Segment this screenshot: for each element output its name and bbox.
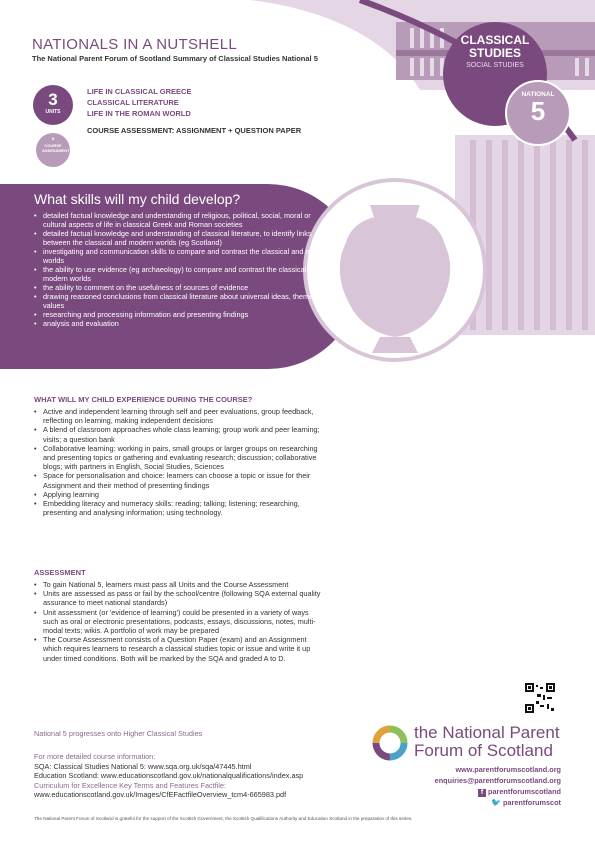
parent-forum-logo-text <box>414 724 560 760</box>
assessment-plus: + <box>51 137 55 143</box>
experience-item: • A blend of classroom approaches whole class learning; group work and peer learning; visits; a question bank <box>34 425 324 443</box>
unit-item: LIFE IN THE ROMAN WORLD <box>87 109 191 118</box>
assessment-badge <box>36 133 70 167</box>
skill-item: • analysis and evaluation <box>34 319 334 328</box>
page-subtitle: The National Parent Forum of Scotland Summary of Classical Studies National 5 <box>32 54 318 63</box>
experience-item: • Embedding literacy and numeracy skills: reading; talking; listening; researching, presenting and analysing information; using technology. <box>34 499 324 517</box>
course-assessment: COURSE ASSESSMENT: ASSIGNMENT + QUESTION PAPER <box>87 126 302 135</box>
facebook-handle: parentforumscotland <box>488 787 561 796</box>
level-number: 5 <box>530 96 546 126</box>
subject-badge-sub: SOCIAL STUDIES <box>466 62 524 69</box>
twitter-icon: 🐦 <box>491 798 502 807</box>
email-link[interactable]: enquiries@parentforumscotland.org <box>434 776 561 785</box>
assessment-badge-label: COURSE ASSESSMENT <box>42 143 70 153</box>
assessment-list <box>34 580 324 663</box>
skill-item: • the ability to use evidence (eg archaeology) to compare and contrast the classical and modern worlds <box>34 265 334 283</box>
parent-forum-logo-icon <box>372 725 408 761</box>
progression-text: National 5 progresses onto Higher Classical Studies <box>34 729 203 738</box>
level-label: NATIONAL <box>521 91 555 98</box>
skill-item: • detailed factual knowledge and understanding of classical literature, to identify links between the classical and modern worlds (eg Scotland) <box>34 229 334 247</box>
assessment-item: • Unit assessment (or 'evidence of learning') could be presented in a variety of ways such as oral or electronic presentations, podcasts, essays, discussions, notes, multi-modal texts; wikis. A portfolio of work may be prepared <box>34 608 324 636</box>
experience-item: • Applying learning <box>34 490 324 499</box>
education-scotland-link[interactable]: Education Scotland: www.educationscotland.gov.uk/nationalqualifications/index.asp <box>34 771 304 780</box>
qr-code-icon[interactable] <box>525 683 555 713</box>
footer-text: The National Parent Forum of Scotland is grateful for the support of the Scottish Government, the Scottish Qualifications Authority and Education Scotland in the preparation of this series. <box>34 816 413 821</box>
skill-item: • drawing reasoned conclusions from classical literature about universal ideas, themes or values <box>34 292 334 310</box>
units-count-label: UNITS <box>45 109 61 115</box>
info-heading: For more detailed course information: <box>34 752 156 761</box>
skill-item: • investigating and communication skills to compare and contrast the classical and modern worlds <box>34 247 334 265</box>
assessment-item: • Units are assessed as pass or fail by the school/centre (following SQA external quality assurance to meet national standards) <box>34 589 324 607</box>
assessment-heading: ASSESSMENT <box>34 568 86 577</box>
experience-item: • Active and independent learning through self and peer evaluations, group feedback, reflecting on learning, making independent decisions <box>34 407 324 425</box>
sqa-link[interactable]: SQA: Classical Studies National 5: www.sqa.org.uk/sqa/47445.html <box>34 761 252 771</box>
unit-item: CLASSICAL LITERATURE <box>87 98 179 107</box>
facebook-link[interactable] <box>435 786 561 797</box>
subject-badge-title: CLASSICAL STUDIES <box>460 33 530 60</box>
units-badge <box>33 85 73 125</box>
experience-heading: WHAT WILL MY CHILD EXPERIENCE DURING THE COURSE? <box>34 395 253 404</box>
cfe-factfile-label: Curriculum for Excellence Key Terms and Features Factfile: <box>34 780 227 790</box>
twitter-handle: parentforumscot <box>503 798 561 807</box>
cfe-factfile-link[interactable]: www.educationscotland.gov.uk/Images/CfEFactfileOverview_tcm4-665983.pdf <box>34 790 287 799</box>
experience-list <box>34 407 324 517</box>
assessment-item: • To gain National 5, learners must pass all Units and the Course Assessment <box>34 580 324 589</box>
skill-item: • the ability to comment on the usefulness of sources of evidence <box>34 283 334 292</box>
experience-item: • Space for personalisation and choice: learners can choose a topic or issue for their Assignment and their method of presenting findings <box>34 471 324 489</box>
course-info <box>34 752 414 800</box>
level-badge <box>505 80 571 146</box>
twitter-link[interactable] <box>435 797 561 808</box>
logo-line-1: the National Parent <box>414 723 560 742</box>
experience-item: • Collaborative learning: working in pairs, small groups or larger groups on researching and presenting topics or gathering and evaluating research; discussion; collaborative blogs; with partners in English, Social Studies, Sciences <box>34 444 324 472</box>
page-title: NATIONALS IN A NUTSHELL <box>32 36 238 53</box>
contact-block <box>435 764 561 808</box>
skills-list <box>34 211 334 328</box>
units-list <box>87 86 191 119</box>
assessment-item: • The Course Assessment consists of a Question Paper (exam) and an Assignment which requires learners to research a classical studies topic or issue and write it up under timed conditions. Both will be marked by the SQA and graded A to D. <box>34 635 324 663</box>
logo-line-2: Forum of Scotland <box>414 741 553 760</box>
website-link[interactable]: www.parentforumscotland.org <box>455 765 561 774</box>
unit-item: LIFE IN CLASSICAL GREECE <box>87 87 192 96</box>
skill-item: • researching and processing information and presenting findings <box>34 310 334 319</box>
skills-heading: What skills will my child develop? <box>34 191 241 207</box>
facebook-icon: f <box>478 789 486 797</box>
skill-item: • detailed factual knowledge and understanding of religious, political, social, moral or cultural aspects of life in classical Greek and Roman societies <box>34 211 334 229</box>
units-count: 3 <box>48 90 58 109</box>
